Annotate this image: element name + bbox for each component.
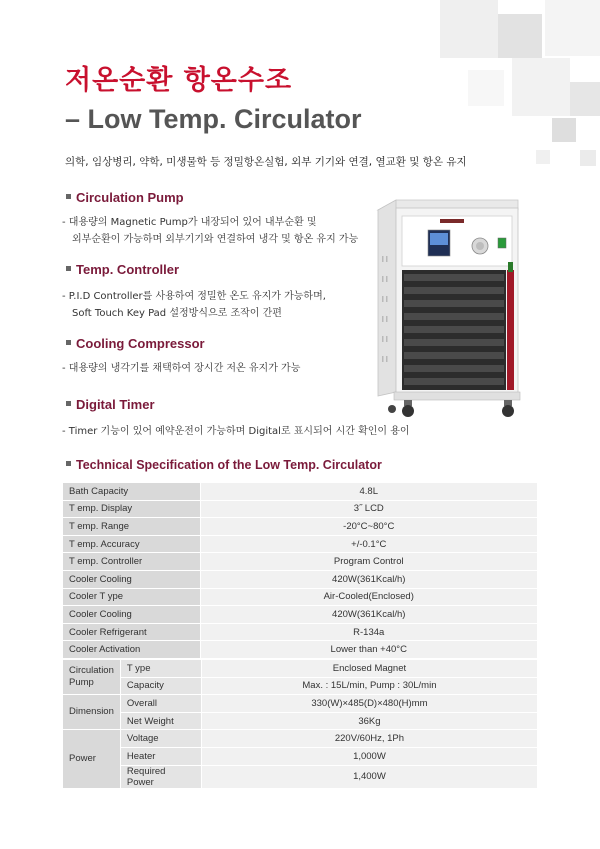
row-label: T emp. Accuracy	[63, 535, 200, 553]
section-line: - P.I.D Controller를 사용하여 정밀한 온도 유지가 가능하며,	[62, 291, 326, 302]
table-row	[63, 730, 538, 748]
table-row	[63, 623, 538, 641]
section-title-text: Temp. Controller	[76, 262, 180, 277]
table-row	[63, 765, 538, 788]
section-line: - 대용량의 냉각기를 채택하여 장시간 저온 유지가 가능	[62, 363, 301, 374]
section-title-circulation-pump	[66, 190, 184, 205]
row-label: Required Power	[120, 765, 201, 788]
section-body-cooling-compressor	[62, 360, 300, 377]
group-label: Circulation Pump	[63, 660, 120, 695]
row-value: 3˝ LCD	[200, 500, 538, 518]
table-row	[63, 570, 538, 588]
intro-text: 의학, 임상병리, 약학, 미생물학 등 정밀항온실험, 외부 기기와 연결, 열교환 및 항온 유지	[65, 156, 467, 168]
section-body-digital-timer	[62, 423, 410, 440]
section-title-text: Circulation Pump	[76, 190, 184, 205]
spec-title-text: Technical Specification of the Low Temp. Circulator	[76, 458, 382, 472]
row-label: Cooler Activation	[63, 641, 200, 659]
circulator-product-image	[372, 196, 522, 421]
section-title-temp-controller	[66, 262, 179, 277]
section-title-text: Digital Timer	[76, 397, 155, 412]
row-value: 220V/60Hz, 1Ph	[201, 730, 537, 748]
table-row	[63, 641, 538, 659]
row-value: 1,000W	[201, 747, 537, 765]
table-row	[63, 483, 538, 500]
table-row	[63, 553, 538, 571]
row-label: Cooler Refrigerant	[63, 623, 200, 641]
table-row	[63, 712, 538, 730]
square-bullet-icon	[66, 340, 71, 345]
spec-table	[63, 483, 538, 659]
table-row	[63, 660, 538, 677]
row-value: Enclosed Magnet	[201, 660, 537, 677]
row-value: Program Control	[200, 553, 538, 571]
table-row	[63, 500, 538, 518]
row-label: Voltage	[120, 730, 201, 748]
table-row	[63, 606, 538, 624]
row-value: 4.8L	[200, 483, 538, 500]
square-bullet-icon	[66, 461, 71, 466]
section-title-text: Cooling Compressor	[76, 336, 205, 351]
section-body-circulation-pump	[62, 214, 358, 248]
row-label: Cooler T ype	[63, 588, 200, 606]
row-label: Net Weight	[120, 712, 201, 730]
row-value: +/-0.1°C	[200, 535, 538, 553]
section-line: - 대용량의 Magnetic Pump가 내장되어 있어 내부순환 및	[62, 217, 317, 228]
table-row	[63, 677, 538, 695]
table-row	[63, 535, 538, 553]
section-title-cooling-compressor	[66, 336, 205, 351]
row-label: Capacity	[120, 677, 201, 695]
row-label: Bath Capacity	[63, 483, 200, 500]
row-value: Max. : 15L/min, Pump : 30L/min	[201, 677, 537, 695]
row-label: Cooler Cooling	[63, 606, 200, 624]
square-bullet-icon	[66, 194, 71, 199]
page-title-english: – Low Temp. Circulator	[65, 104, 362, 134]
section-line: - Timer 기능이 있어 예약운전이 가능하며 Digital로 표시되어 시간 확인이 용이	[62, 426, 410, 437]
row-label: Cooler Cooling	[63, 570, 200, 588]
row-label: T emp. Controller	[63, 553, 200, 571]
row-label: T emp. Display	[63, 500, 200, 518]
row-value: Lower than +40°C	[200, 641, 538, 659]
page-title-korean: 저온순환 항온수조	[65, 65, 293, 96]
row-value: 420W(361Kcal/h)	[200, 606, 538, 624]
section-body-temp-controller	[62, 288, 326, 322]
section-line: 외부순환이 가능하며 외부기기와 연결하여 냉각 및 항온 유지 가능	[72, 234, 359, 245]
row-value: 36Kg	[201, 712, 537, 730]
row-value: R-134a	[200, 623, 538, 641]
table-row	[63, 695, 538, 713]
section-line: Soft Touch Key Pad 설정방식으로 조작이 간편	[72, 308, 282, 319]
square-bullet-icon	[66, 266, 71, 271]
row-label: T ype	[120, 660, 201, 677]
section-title-digital-timer	[66, 397, 155, 412]
row-value: Air-Cooled(Enclosed)	[200, 588, 538, 606]
row-value: 1,400W	[201, 765, 537, 788]
row-label: T emp. Range	[63, 518, 200, 536]
row-value: 330(W)×485(D)×480(H)mm	[201, 695, 537, 713]
table-row	[63, 588, 538, 606]
row-value: -20°C~80°C	[200, 518, 538, 536]
spec-table-grouped	[63, 660, 538, 789]
square-bullet-icon	[66, 401, 71, 406]
row-label: Heater	[120, 747, 201, 765]
row-label: Overall	[120, 695, 201, 713]
spec-section-title	[66, 458, 382, 472]
group-label: Power	[63, 730, 120, 788]
table-row	[63, 747, 538, 765]
group-label: Dimension	[63, 695, 120, 730]
row-value: 420W(361Kcal/h)	[200, 570, 538, 588]
table-row	[63, 518, 538, 536]
